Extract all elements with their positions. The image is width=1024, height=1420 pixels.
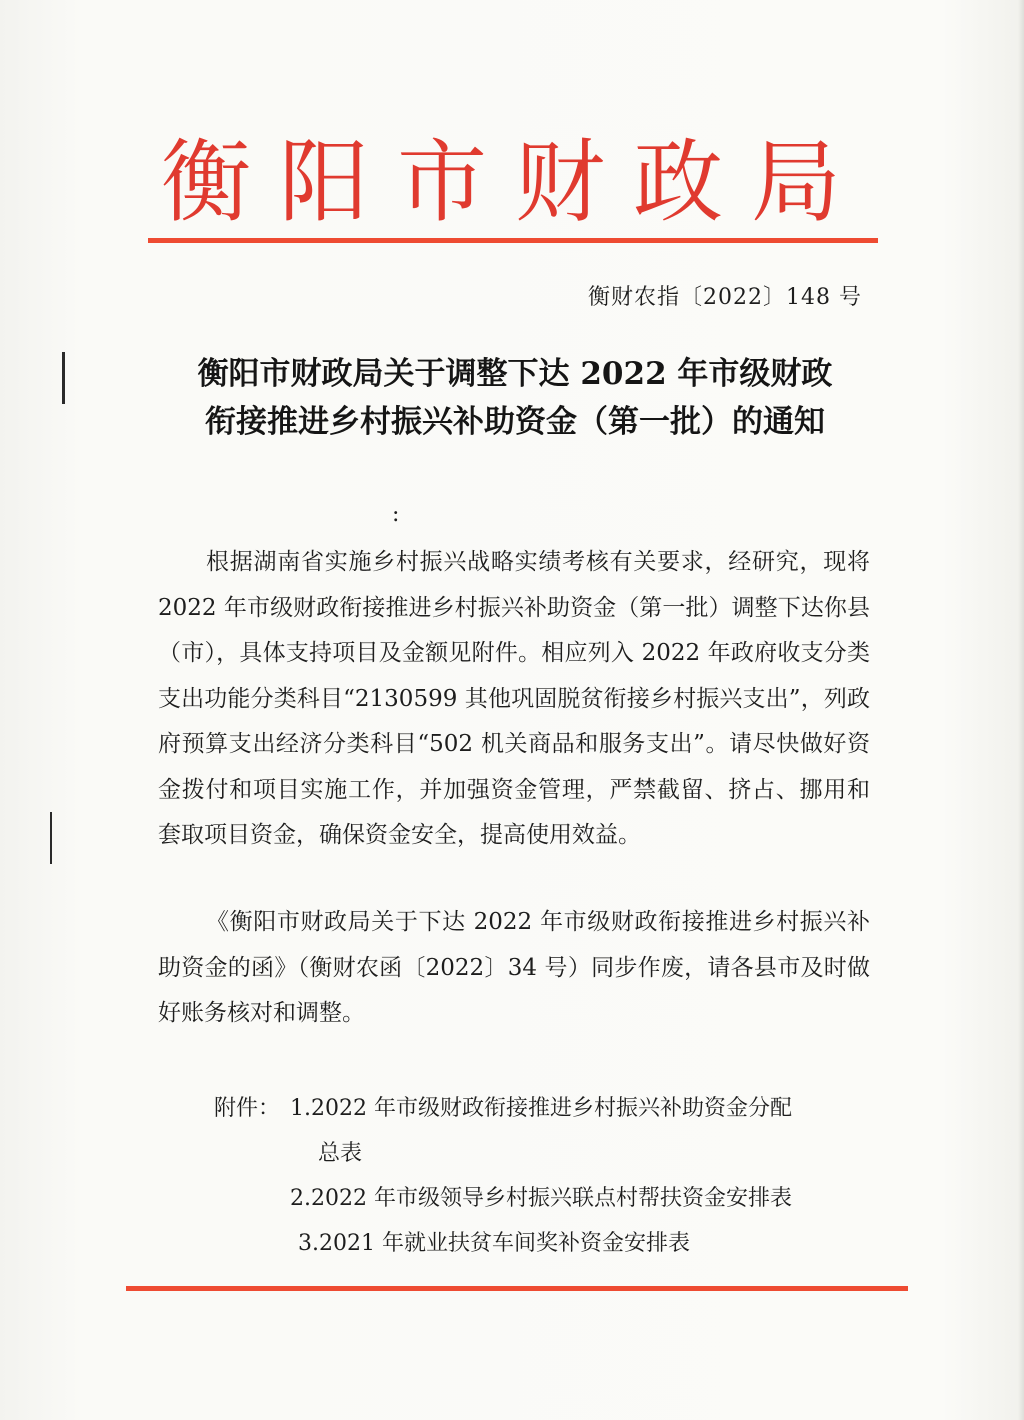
attachments-label: 附件： — [214, 1096, 281, 1121]
attachment-item-3: 3.2021 年就业扶贫车间奖补资金安排表 — [298, 1231, 690, 1256]
agency-header: 衡阳市财政局 — [161, 130, 869, 235]
attachment-item-1: 1.2022 年市级财政衔接推进乡村振兴补助资金分配 — [290, 1096, 792, 1121]
footer-red-rule — [126, 1286, 908, 1291]
header-red-rule — [148, 238, 878, 243]
binding-mark — [62, 352, 65, 404]
document-number: 衡财农指〔2022〕148 号 — [588, 285, 862, 310]
body-paragraph-1: 根据湖南省实施乡村振兴战略实绩考核有关要求，经研究，现将 2022 年市级财政衔接推进乡村振兴补助资金（第一批）调整下达你县（市），具体支持项目及金额见附件。相应列入 2022 年政府收支分类支出功能分类科目“2130599 其他巩固脱贫衔接乡村振兴支出”，列政府预算支出经济分类科目“502 机关商品和服务支出”。请尽快做好资金拨付和项目实施工作，并加强资金管理，严禁截留、挤占、挪用和套取项目资金，确保资金安全，提高使用效益。 — [158, 549, 870, 848]
document-title-line-2: 衔接推进乡村振兴补助资金（第一批）的通知 — [205, 404, 825, 440]
body-paragraph-2: 《衡阳市财政局关于下达 2022 年市级财政衔接推进乡村振兴补助资金的函》（衡财农函〔2022〕34 号）同步作废，请各县市及时做好账务核对和调整。 — [158, 909, 870, 1026]
document-title — [150, 350, 880, 446]
binding-mark — [50, 812, 52, 864]
document-title-line-1: 衡阳市财政局关于调整下达 2022 年市级财政 — [197, 356, 833, 392]
addressee: : — [392, 502, 400, 527]
attachment-item-2: 2.2022 年市级领导乡村振兴联点村帮扶资金安排表 — [290, 1186, 792, 1211]
attachment-item-1-continuation: 总表 — [318, 1141, 363, 1166]
page-edge-shadow — [1018, 0, 1024, 1420]
